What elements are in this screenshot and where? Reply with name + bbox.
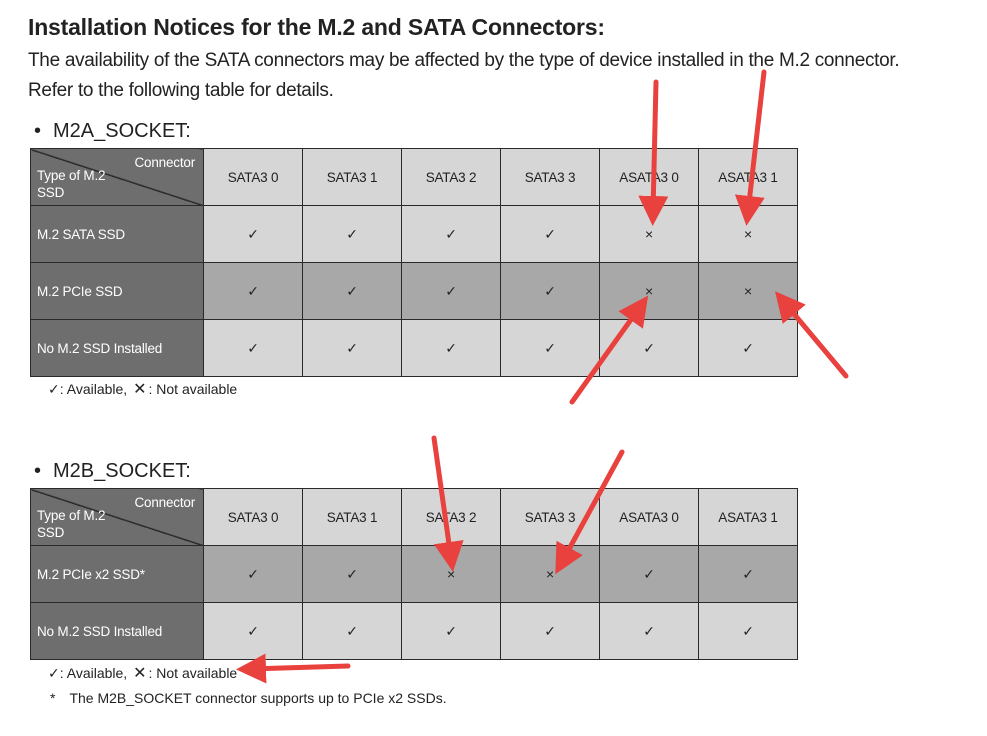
row-header: M.2 SATA SSD [31, 206, 204, 263]
column-header: SATA3 3 [501, 489, 600, 546]
check-icon: ✓ [303, 603, 402, 660]
cross-icon: × [501, 546, 600, 603]
check-icon: ✓ [501, 603, 600, 660]
check-icon: ✓ [303, 546, 402, 603]
arrow-to-m2b-sata3-3 [562, 452, 622, 562]
column-header: SATA3 0 [204, 149, 303, 206]
row-header: M.2 PCIe SSD [31, 263, 204, 320]
check-icon: ✓ [402, 263, 501, 320]
cross-icon: × [699, 263, 798, 320]
check-icon: ✓ [303, 206, 402, 263]
check-icon: ✓ [501, 206, 600, 263]
column-header: SATA3 0 [204, 489, 303, 546]
legend-available-text: : Available, [59, 665, 128, 681]
arrow-to-m2a-pcie-asata3-1 [784, 302, 846, 376]
check-icon: ✓ [699, 546, 798, 603]
check-icon: ✓ [600, 546, 699, 603]
legend-not-available-text: : Not available [148, 665, 238, 681]
cross-icon: × [600, 206, 699, 263]
footnote-star: * [50, 690, 56, 706]
check-icon: ✓ [204, 206, 303, 263]
column-header: ASATA3 1 [699, 149, 798, 206]
corner-connector-label: Connector [134, 495, 195, 510]
check-icon: ✓ [402, 603, 501, 660]
column-header: SATA3 1 [303, 489, 402, 546]
cross-icon: × [402, 546, 501, 603]
check-icon: ✓ [48, 665, 60, 681]
check-icon: ✓ [402, 206, 501, 263]
column-header: ASATA3 0 [600, 149, 699, 206]
column-header: SATA3 3 [501, 149, 600, 206]
intro-text-line-2: Refer to the following table for details. [28, 80, 334, 101]
check-icon: ✓ [600, 603, 699, 660]
check-icon: ✓ [699, 320, 798, 377]
cross-icon: × [699, 206, 798, 263]
m2b-socket-label: M2B_SOCKET: [53, 460, 191, 482]
check-icon: ✓ [48, 381, 60, 397]
arrow-to-m2b-sata3-2 [434, 438, 451, 558]
bullet-icon: • [34, 460, 42, 482]
check-icon: ✓ [303, 263, 402, 320]
corner-connector-label: Connector [134, 155, 195, 170]
arrow-to-asata3-1-header [748, 72, 764, 212]
page-title: Installation Notices for the M.2 and SATA Connectors: [28, 14, 605, 40]
check-icon: ✓ [303, 320, 402, 377]
m2a-socket-label: M2A_SOCKET: [53, 120, 191, 142]
legend-not-available-text: : Not available [148, 381, 238, 397]
bullet-icon: • [34, 120, 42, 142]
intro-text-line-1: The availability of the SATA connectors may be affected by the type of device installed in the M.2 connector. [28, 50, 900, 71]
check-icon: ✓ [501, 263, 600, 320]
cross-icon: × [600, 263, 699, 320]
footnote-text: The M2B_SOCKET connector supports up to PCIe x2 SSDs. [69, 690, 447, 706]
check-icon: ✓ [204, 263, 303, 320]
column-header: ASATA3 0 [600, 489, 699, 546]
corner-type-label: Type of M.2 SSD [37, 168, 106, 200]
check-icon: ✓ [204, 320, 303, 377]
check-icon: ✓ [204, 546, 303, 603]
row-header: No M.2 SSD Installed [31, 320, 204, 377]
arrow-to-m2a-pcie-asata3-0 [572, 307, 640, 402]
cross-icon: ✕ [133, 665, 147, 682]
check-icon: ✓ [501, 320, 600, 377]
arrow-to-asata3-0-header [653, 82, 656, 212]
check-icon: ✓ [402, 320, 501, 377]
check-icon: ✓ [204, 603, 303, 660]
arrow-to-m2b-legend [250, 666, 348, 669]
cross-icon: ✕ [133, 381, 147, 398]
column-header: SATA3 2 [402, 149, 501, 206]
check-icon: ✓ [699, 603, 798, 660]
legend-available-text: : Available, [59, 381, 128, 397]
row-header: No M.2 SSD Installed [31, 603, 204, 660]
check-icon: ✓ [600, 320, 699, 377]
column-header: SATA3 1 [303, 149, 402, 206]
corner-type-label: Type of M.2 SSD [37, 508, 106, 540]
row-header: M.2 PCIe x2 SSD* [31, 546, 204, 603]
column-header: ASATA3 1 [699, 489, 798, 546]
column-header: SATA3 2 [402, 489, 501, 546]
